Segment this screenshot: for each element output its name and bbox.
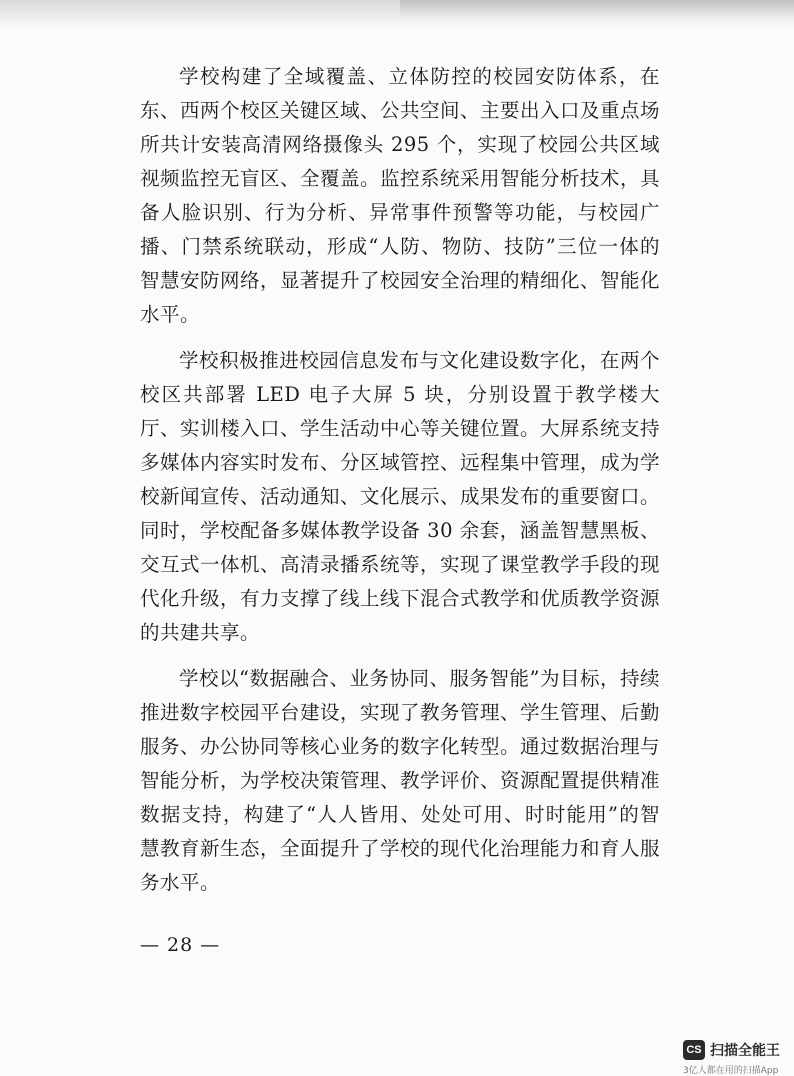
page-number: — 28 —: [140, 934, 221, 956]
watermark-tagline: 3亿人都在用的扫描App: [683, 1066, 779, 1076]
watermark-app-name: 扫描全能王: [710, 1043, 780, 1059]
page-top-shadow-right: [400, 0, 794, 18]
paragraph-digital-campus: 学校以“数据融合、业务协同、服务智能”为目标，持续推进数字校园平台建设，实现了教务管理、学生管理、后勤服务、办公协同等核心业务的数字化转型。通过数据治理与智能分析，为学校决策管理、教学评价、资源配置提供精准数据支持，构建了“人人皆用、处处可用、时时能用”的智慧教育新生态，全面提升了学校的现代化治理能力和育人服务水平。: [140, 667, 661, 894]
scanner-watermark: [683, 1040, 780, 1060]
document-body: [140, 60, 660, 900]
paragraph-security: 学校构建了全域覆盖、立体防控的校园安防体系，在东、西两个校区关键区域、公共空间、主要出入口及重点场所共计安装高清网络摄像头 295 个，实现了校园公共区域视频监控无盲区、全覆盖。监控系统采用智能分析技术，具备人脸识别、行为分析、异常事件预警等功能，与校园广播、门禁系统联动，形成“人防、物防、技防”三位一体的智慧安防网络，显著提升了校园安全治理的精细化、智能化水平。: [140, 65, 661, 326]
camscanner-logo-icon: CS: [683, 1040, 705, 1060]
paragraph-information-release: 学校积极推进校园信息发布与文化建设数字化，在两个校区共部署 LED 电子大屏 5 块，分别设置于教学楼大厅、实训楼入口、学生活动中心等关键位置。大屏系统支持多媒体内容实时发布、分区域管控、远程集中管理，成为学校新闻宣传、活动通知、文化展示、成果发布的重要窗口。同时，学校配备多媒体教学设备 30 余套，涵盖智慧黑板、交互式一体机、高清录播系统等，实现了课堂教学手段的现代化升级，有力支撑了线上线下混合式教学和优质教学资源的共建共享。: [140, 349, 661, 644]
